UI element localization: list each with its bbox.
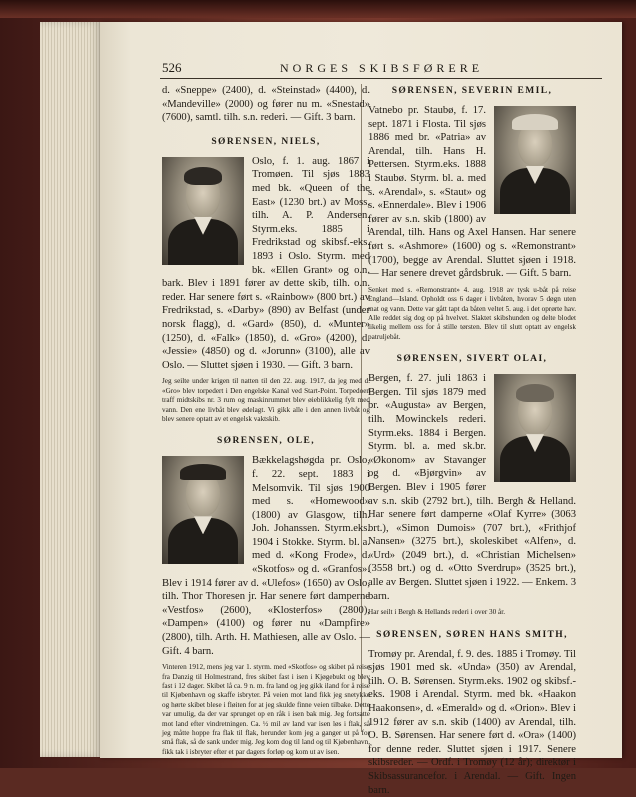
entry-name: SØRENSEN, NIELS,: [211, 136, 321, 147]
right-column: [368, 84, 576, 797]
entry-note: Jeg seilte under krigen til natten til den 22. aug. 1917, da jeg med d. «Gro» blev torpedert i Den engelske Kanal ved Start-Point. Torpedoen traff midtskibs nr. 3 rum og maskinrummet blev øieblikkelig fylt med vann. Den ene livbåt blev ødelagt. Vi gikk alle i den annen livbåt og blev senere optatt av et engelsk vaktskib.: [162, 377, 370, 423]
entry-note: Vinteren 1912, mens jeg var 1. styrm. med «Skotfos» og skibet på reise fra Danzig til Holmestrand, fres skibet fast i isen i Kjøgebukt og blev fast i 12 dager. Skibet lå ca. 9 n. m. fra land og jeg gikk iland for å reise til Kjøbenhavn og skaffe isbryter. På veien mot land fikk jeg snetykke og hørte skibet blese i fløiten for at jeg skulde finne veien tilbake. Dette var umulig, da der var sprunget op en råk i isen bak mig. Jeg fortsatte mot land efter vindretningen. Ca. ½ mil av land var isen løs i flak, så jeg måtte hoppe fra flak til flak, herunder kom jeg a ganger ut på for små flak, så de sank under mig. Jeg kom dog til land og til Kjøbenhavn, fikk tak i isbryter efter et par dagers forløp og kom ut av isen.: [162, 663, 370, 756]
header-rule: [160, 78, 602, 79]
entry-note: Senket med s. «Remonstrant» 4. aug. 1918 av tysk u-båt på reise England—Island. Opholdt oss 6 dager i livbåten, hvorav 5 døgn uten mat og vann. Dette var gått tapt da båten veltet 5. aug. i det oprørte hav. Alle reddet sig dog op på hvelvet. Slaktet skibshunden og delte blodet likelig mellem oss for å stille tørsten. Blev til slutt optatt av engelsk patruljebåt.: [368, 285, 576, 341]
intro-text: d. «Sneppe» (2400), d. «Steinstad» (4400), d. «Mandeville» (2000) og fører nu m. «Snestad» (7600), samtl. tilh. s.n. rederi. — Gift. 3 barn.: [162, 85, 370, 124]
entry-name: SØRENSEN, OLE,: [217, 436, 315, 447]
entry-text: Oslo, f. 1. aug. 1867 i Tromøen. Til sjøs 1883 med bk. «Queen of the East» (1230 brt.) av Moss, tilh. A. P. Andersen. Styrm.eks. 1885 i Fredrikstad og skibsf.-eks. 1893 i Oslo. Styrm. med bk. «Ellen Grant» og o.n. bark. Blev i 1891 fører av dette skib, tilh. o.n. reder. Har senere ført s. «Rainbow» (800 brt.) av Fredrikstad, s. «Darby» (890) av Belfast (under norsk flagg), d. «Gard» (850), d. «Munter» (1250), d. «Falk» (1850), d. «Gro» (4200), d. «Jessie» (4850) og d. «Jorunn» (3100), alle av Oslo. — Sluttet sjøen i 1930. — Gift. 3 barn.: [162, 155, 370, 371]
book-page: [100, 22, 622, 796]
entry-name: SØRENSEN, SIVERT OLAI,: [396, 354, 548, 365]
left-column: [162, 84, 370, 757]
portrait-ole-sorensen: [162, 456, 244, 564]
entry-note: Har seilt i Bergh & Hellands rederi i over 30 år.: [368, 608, 505, 617]
page-number: 526: [162, 60, 182, 75]
portrait-severin-emil-sorensen: [494, 106, 576, 214]
running-head: NORGES SKIBSFØRERE: [280, 61, 484, 75]
entry-text: Vatnebo pr. Staubø, f. 17. sept. 1871 i Flosta. Til sjøs 1886 med br. «Patria» av Arendal, tilh. Hans H. Pettersen. Styrm.eks. 1888 i Staubø. Styrm. bl. a. med s. «Arendal», s. «Staut» og s. «Ennerdale». Blev i 1906 fører av s.n. skib (1800) av Arendal, tilh. Hans og Axel Hansen. Har senere ført s. «Ashmore» (1600) og s. «Remonstrant» (1700), begge av Arendal. Sluttet sjøen i 1918. — Har senere drevet gårdsbruk. — Gift. 5 barn.: [368, 105, 576, 280]
portrait-niels-sorensen: [162, 157, 244, 265]
entry-text: Bergen, f. 27. juli 1863 i Bergen. Til sjøs 1879 med br. «Augusta» av Bergen, tilh. Mowinckels rederi. Styrm.eks. 1884 i Bergen. Styrm. bl. a. med sk.br. «Økonom» av Stavanger og d. «Bjørgvin» av Bergen. Blev i 1905 fører av s.n. skib (2792 brt.), tilh. Bergh & Helland. Har senere ført damperne «Olaf Kyrre» (3063 brt.), «Simon Dumois» (707 brt.), «Frithjof Nansen» (3275 brt.), skoleskibet «Alfen», d. «Urd» (2049 brt.), d. «Christian Michelsen» (3558 brt.) og d. «Otto Sverdrup» (3525 brt.), alle av Bergen. Sluttet sjøen i 1922. — Enkem. 3 barn.: [368, 373, 576, 602]
portrait-sivert-olai-sorensen: [494, 374, 576, 482]
entry-text: Tromøy pr. Arendal, f. 9. des. 1885 i Tromøy. Til sjøs 1901 med sk. «Unda» (350) av Arendal, tilh. O. B. Sørensen. Styrm.eks. 1902 og skibsf.-eks. 1908 i Arendal. Styrm. med bk. «Haakon Haakonsen», d. «Emerald» og d. «Orion». Blev i 1912 fører av s.n. skib (1400) av Arendal, tilh. O. B. Sørensen. Har senere ført d. «Ora» (1400) for denne reder. Sluttet sjøen i 1917. Senere skibsreder. — Ordf. i Tromøy (12 år); direktør i Skibsassurancefor. i Arendal. — Gift. Ingen barn.: [368, 648, 576, 796]
entry-text: Bækkelagshøgda pr. Oslo, f. 22. sept. 1883 i Melsomvik. Til sjøs 1900 med s. «Homewood» (1800) av Glasgow, tilh. Joh. Johanssen. Styrm.eks. 1904 i Stokke. Styrm. bl. a. med d. «Kong Frode», d. «Skotfos» og d. «Granfos». Blev i 1914 fører av d. «Ulefos» (1650) av Oslo, tilh. Thor Thoresen jr. Har senere ført damperne «Vestfos» (2600), «Klosterfos» (2800), «Dampen» (4100) og fører nu «Dampfire» (2800), tilh. Arth. H. Mathiesen, alle av Oslo. — Gift. 4 barn.: [162, 455, 370, 657]
entry-name: SØRENSEN, SØREN HANS SMITH,: [376, 629, 568, 640]
page-edges: [40, 22, 102, 757]
book-cover-top: [0, 0, 636, 18]
entry-name: SØRENSEN, SEVERIN EMIL,: [391, 86, 553, 96]
